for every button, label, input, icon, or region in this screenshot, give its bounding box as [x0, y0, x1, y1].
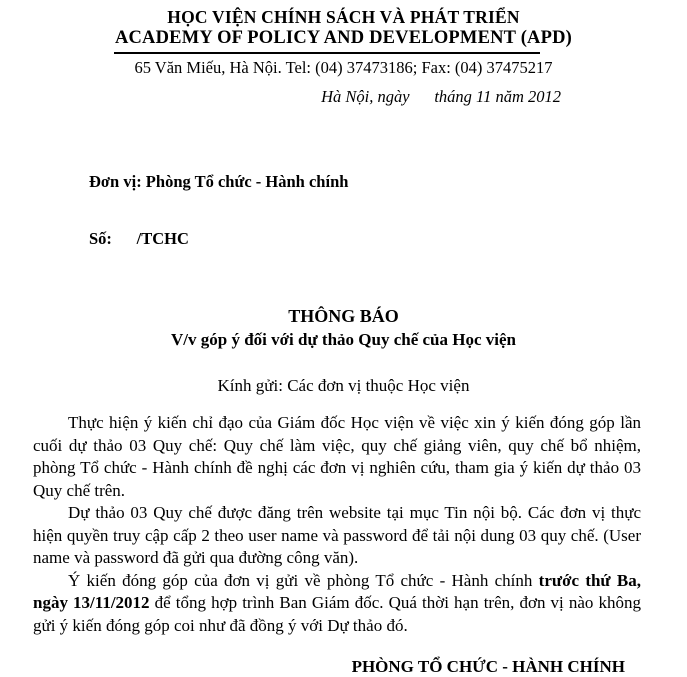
- signature-department: PHÒNG TỔ CHỨC - HÀNH CHÍNH: [351, 657, 625, 676]
- header-divider: [114, 52, 540, 54]
- body-paragraph-3-deadline: trước thứ Ba, ngày 13/11/2012: [33, 570, 642, 612]
- document-title: THÔNG BÁO: [288, 306, 399, 326]
- body-paragraph-3-after: để tổng hợp trình Ban Giám đốc. Quá thời hạn trên, đơn vị nào không gửi ý kiến đóng góp coi như đã đồng ý với Dự thảo đó.: [33, 593, 641, 635]
- org-name-vietnamese: HỌC VIỆN CHÍNH SÁCH VÀ PHÁT TRIỂN: [167, 7, 520, 27]
- meta-block: [89, 134, 687, 286]
- document-body: [33, 412, 641, 637]
- date-line: Hà Nội, ngày tháng 11 năm 2012: [321, 87, 561, 106]
- body-paragraph-1: Thực hiện ý kiến chỉ đạo của Giám đốc Học viện về việc xin ý kiến đóng góp lần cuối dự thảo 03 Quy chế: Quy chế làm việc, quy chế giảng viên, quy chế bổ nhiệm, phòng Tổ chức - Hành chính đề nghị các đơn vị nghiên cứu, tham gia ý kiến dự thảo 03 Quy chế trên.: [33, 413, 641, 500]
- document-subtitle: V/v góp ý đối với dự thảo Quy chế của Học viện: [170, 330, 516, 349]
- body-paragraph-2: Dự thảo 03 Quy chế được đăng trên website tại mục Tin nội bộ. Các đơn vị thực hiện quyền truy cập cấp 2 theo user name và password để tải nội dung 03 quy chế. (User name và password đã gửi qua đường công văn).: [33, 503, 641, 567]
- body-paragraph-3-before: Ý kiến đóng góp của đơn vị gửi về phòng Tổ chức - Hành chính: [68, 570, 539, 590]
- body-paragraph-3: [33, 570, 641, 638]
- issuing-unit-line: Đơn vị: Phòng Tổ chức - Hành chính: [89, 172, 349, 191]
- document-number-line: Số: /TCHC: [89, 229, 189, 248]
- contact-line: 65 Văn Miếu, Hà Nội. Tel: (04) 37473186; Fax: (04) 37475217: [134, 58, 553, 77]
- org-name-english: ACADEMY OF POLICY AND DEVELOPMENT (APD): [114, 28, 573, 48]
- salutation-line: Kính gửi: Các đơn vị thuộc Học viện: [217, 376, 470, 395]
